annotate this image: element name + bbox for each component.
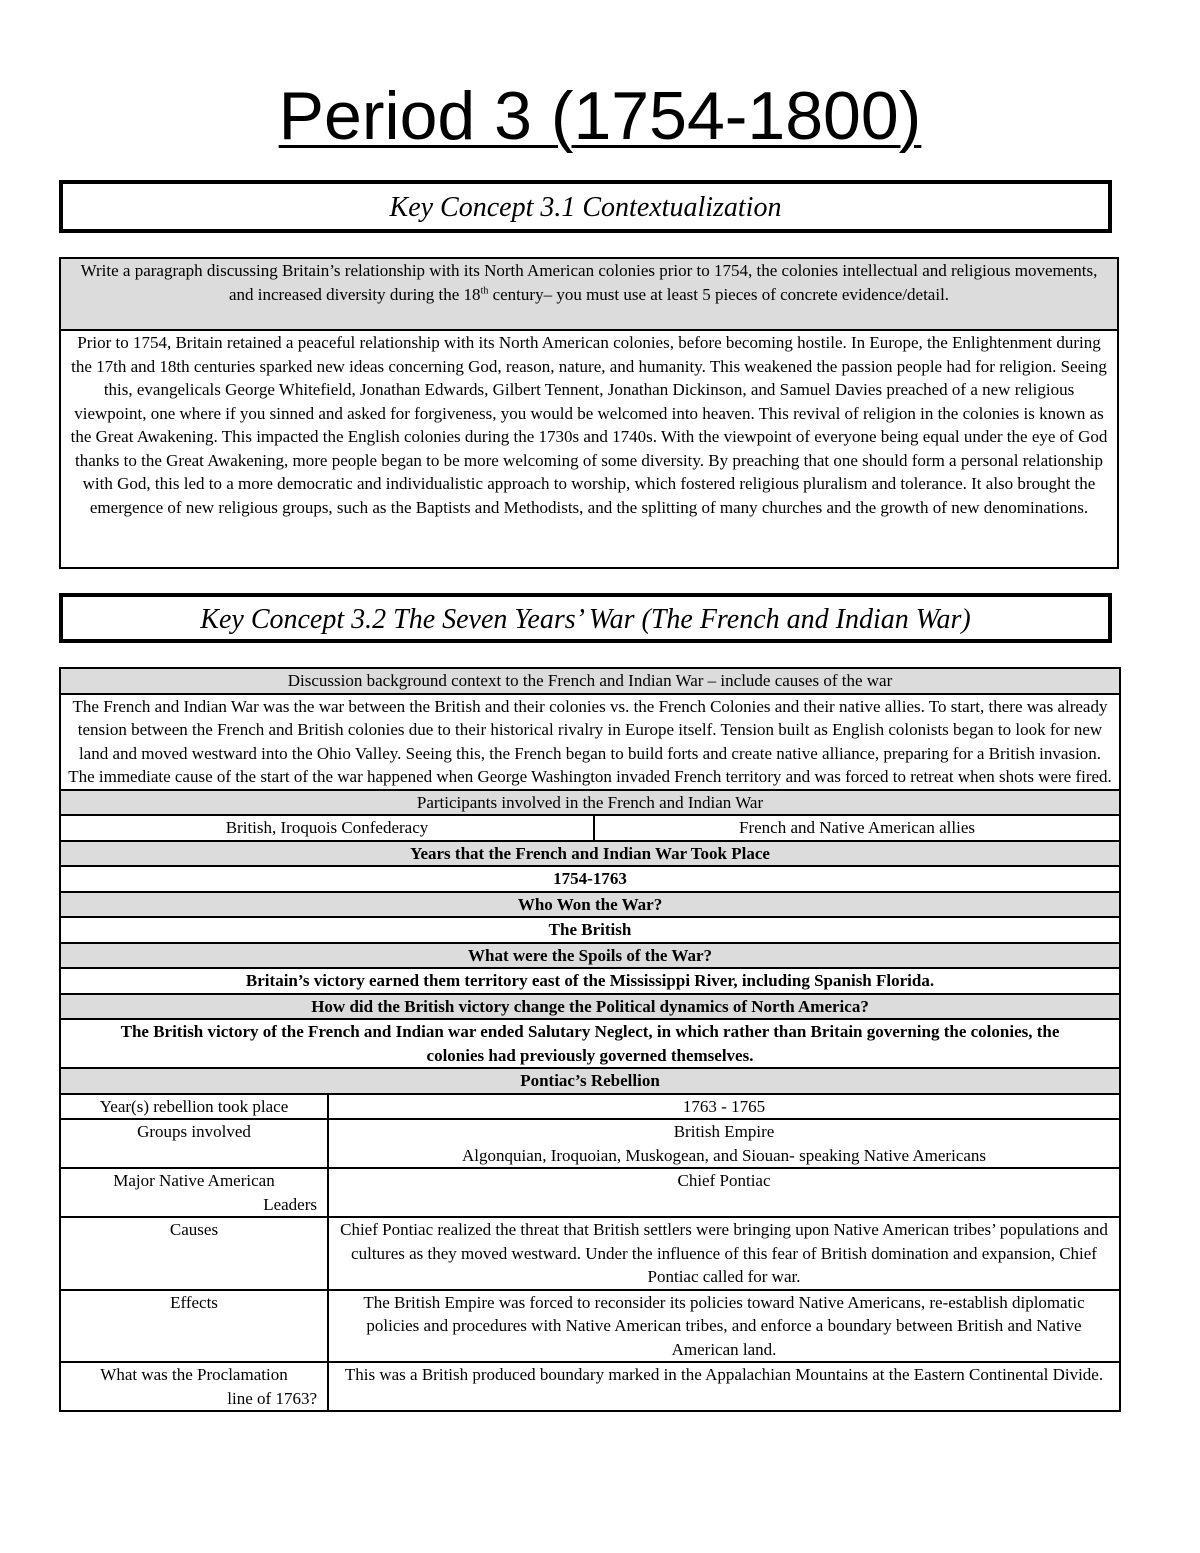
key-concept-3-2-heading: Key Concept 3.2 The Seven Years’ War (The French and Indian War): [59, 593, 1112, 643]
winner-answer: The British: [60, 917, 1120, 943]
table-row: [60, 1168, 1120, 1217]
table-row: [60, 815, 1120, 841]
table-row: [60, 968, 1120, 994]
contextualization-table: [59, 257, 1119, 569]
table-row: [60, 668, 1120, 694]
background-answer: The French and Indian War was the war between the British and their colonies vs. the French Colonies and their native allies. To start, there was already tension between the French and British colonies due to their historical rivalry in Europe itself. Tension built as English colonists began to look for new land and moved westward into the Ohio Valley. Seeing this, the French began to build forts and create native alliance, preparing for a British invasion. The immediate cause of the start of the war happened when George Washington invaded French territory and was forced to retreat when shots were fired.: [60, 694, 1120, 790]
table-row: [60, 258, 1118, 330]
participants-british-side: British, Iroquois Confederacy: [60, 815, 594, 841]
table-row: [60, 943, 1120, 969]
pontiac-label: Effects: [60, 1290, 328, 1363]
table-row: [60, 994, 1120, 1020]
contextualization-prompt: Write a paragraph discussing Britain’s relationship with its North American colonies prior to 1754, the colonies intellectual and religious movements, and increased diversity during the 18th century– you must use at least 5 pieces of concrete evidence/detail.: [60, 258, 1118, 330]
background-prompt: Discussion background context to the French and Indian War – include causes of the war: [60, 668, 1120, 694]
table-row: [60, 1119, 1120, 1168]
table-row: [60, 790, 1120, 816]
pontiac-value: 1763 - 1765: [328, 1094, 1120, 1120]
contextualization-answer: Prior to 1754, Britain retained a peaceful relationship with its North American colonies, before becoming hostile. In Europe, the Enlightenment during the 17th and 18th centuries sparked new ideas concerning God, reason, nature, and humanity. This weakened the passion people had for religion. Seeing this, evangelicals George Whitefield, Jonathan Edwards, Gilbert Tennent, Jonathan Dickinson, and Samuel Davies preached of a new religious viewpoint, one where if you sinned and asked for forgiveness, you would be welcomed into heaven. This revival of religion in the colonies is known as the Great Awakening. This impacted the English colonies during the 1730s and 1740s. With the viewpoint of everyone being equal under the eye of God thanks to the Great Awakening, more people began to be more welcoming of some diversity. By preaching that one should form a personal relationship with God, this led to a more democratic and individualistic approach to worship, which fostered religious pluralism and tolerance. It also brought the emergence of new religious groups, such as the Baptists and Methodists, and the splitting of many churches and the growth of new denominations.: [60, 330, 1118, 568]
table-row: [60, 1362, 1120, 1411]
years-answer: 1754-1763: [60, 866, 1120, 892]
table-row: [60, 892, 1120, 918]
french-indian-war-table: [59, 667, 1121, 1412]
pontiac-label: Causes: [60, 1217, 328, 1290]
dynamics-answer: The British victory of the French and Indian war ended Salutary Neglect, in which rather than Britain governing the colonies, the colonies had previously governed themselves.: [60, 1019, 1120, 1068]
table-row: [60, 330, 1118, 568]
pontiac-heading: Pontiac’s Rebellion: [60, 1068, 1120, 1094]
participants-french-side: French and Native American allies: [594, 815, 1120, 841]
table-row: [60, 917, 1120, 943]
pontiac-value: Chief Pontiac realized the threat that British settlers were bringing upon Native American tribes’ populations and cultures as they moved westward. Under the influence of this fear of British domination and expansion, Chief Pontiac called for war.: [328, 1217, 1120, 1290]
pontiac-label: Major Native American Leaders: [60, 1168, 328, 1217]
participants-prompt: Participants involved in the French and Indian War: [60, 790, 1120, 816]
pontiac-label: Year(s) rebellion took place: [60, 1094, 328, 1120]
years-prompt: Years that the French and Indian War Took Place: [60, 841, 1120, 867]
table-row: [60, 1290, 1120, 1363]
table-row: [60, 1217, 1120, 1290]
pontiac-value: The British Empire was forced to reconsider its policies toward Native Americans, re-establish diplomatic policies and procedures with Native American tribes, and enforce a boundary between British and Native American land.: [328, 1290, 1120, 1363]
table-row: [60, 1019, 1120, 1068]
table-row: [60, 1094, 1120, 1120]
dynamics-prompt: How did the British victory change the Political dynamics of North America?: [60, 994, 1120, 1020]
pontiac-label: What was the Proclamation line of 1763?: [60, 1362, 328, 1411]
spoils-prompt: What were the Spoils of the War?: [60, 943, 1120, 969]
spoils-answer: Britain’s victory earned them territory east of the Mississippi River, including Spanish Florida.: [60, 968, 1120, 994]
key-concept-3-1-heading: Key Concept 3.1 Contextualization: [59, 180, 1112, 233]
winner-prompt: Who Won the War?: [60, 892, 1120, 918]
table-row: [60, 841, 1120, 867]
table-row: [60, 866, 1120, 892]
pontiac-value: Chief Pontiac: [328, 1168, 1120, 1217]
pontiac-label: Groups involved: [60, 1119, 328, 1168]
pontiac-value: This was a British produced boundary marked in the Appalachian Mountains at the Eastern Continental Divide.: [328, 1362, 1120, 1411]
table-row: [60, 1068, 1120, 1094]
pontiac-value: British Empire Algonquian, Iroquoian, Muskogean, and Siouan- speaking Native Americans: [328, 1119, 1120, 1168]
table-row: [60, 694, 1120, 790]
page-title: Period 3 (1754-1800): [278, 78, 922, 154]
